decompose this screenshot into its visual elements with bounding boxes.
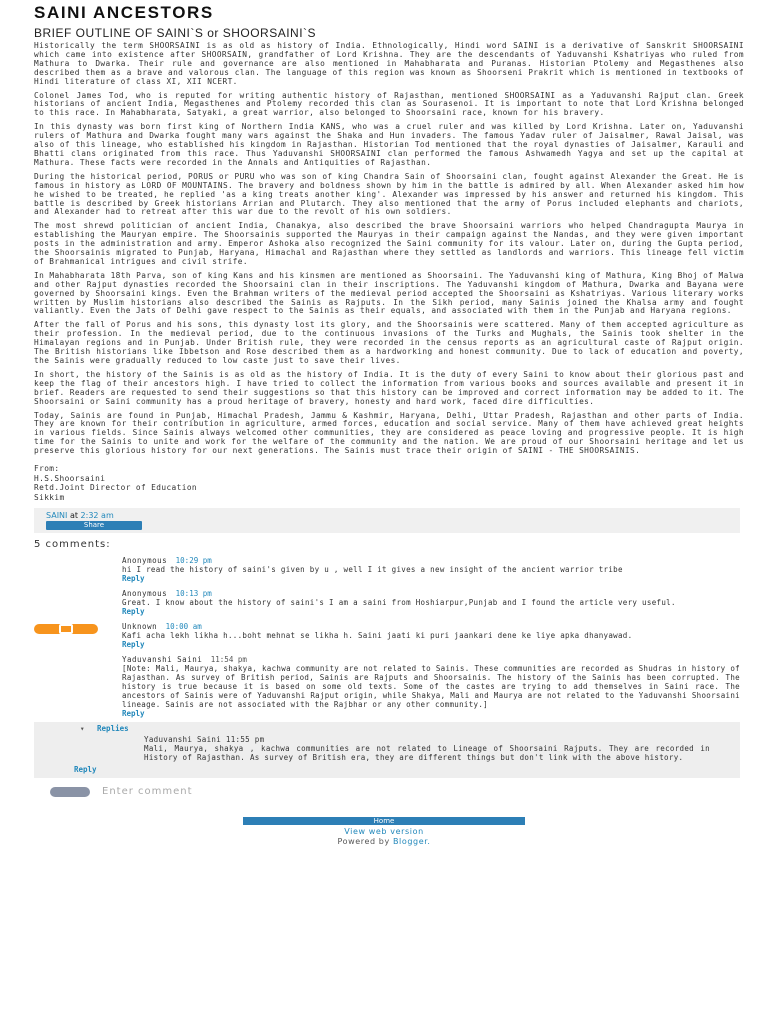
post-signature [34,464,744,502]
comment-timestamp-link[interactable]: 10:13 pm [175,589,212,599]
enter-comment-placeholder[interactable]: Enter comment [102,786,193,798]
author-title: Retd.Joint Director of Education [34,483,198,493]
replies-toggle[interactable]: Replies [97,724,129,734]
user-avatar-icon [50,787,90,797]
post-body [34,42,744,502]
post-paragraph: In this dynasty was born first king of Northern India KANS, who was a cruel ruler and was killed by Lord Krishna. Later on, Yaduvanshi rulers of Mathura and Dwarka fought many wars against the Shaka and Hun invaders. The famous Yadav ruler of Jaisalmer, Rawal Jaisal, was also of this lineage, who established his kingdom in Rajasthan. Historian Tod mentioned that the royal dynasties of Jaisalmer, Karauli and Bhatti clans originated from this race. Thus Yaduvanshi SHOORSAINI clan performed the famous Ashwamedh Yagya and set up the capital at Mathura. These facts were recorded in the Annals and Antiquities of Rajasthan. [34,122,744,167]
comment-text: hi I read the history of saini's given by u , well I it gives a new insight of the ancient warrior tribe [122,565,623,575]
comment-author: Yaduvanshi Saini [122,655,203,665]
comment-text: Great. I know about the history of saini's I am a saini from Hoshiarpur,Punjab and I found the article very useful. [122,598,676,608]
share-button[interactable]: Share [46,521,142,530]
post-at-label: at [69,511,78,521]
comment-timestamp[interactable]: 11:54 pm [210,655,247,665]
reply-timestamp[interactable]: 11:55 pm [225,735,265,745]
blog-title[interactable]: SAINI ANCESTORS [34,3,214,22]
view-web-version-link[interactable]: View web version [344,827,424,837]
post-footer [34,508,740,533]
comments-count: 5 comments: [34,539,111,551]
comment-timestamp-link[interactable]: 10:00 am [165,622,202,632]
post-paragraph: In short, the history of the Sainis is as old as the history of India. It is the duty of every Saini to know about their glorious past and keep the flag of their ancestors high. I have tried to collect the information from various books and sources available and present it in brief. Readers are requested to send their suggestions so that this history can be improved and correct information may be added to it. The Shoorsaini or Saini community has a proud heritage of bravery, honesty and hard work, faced dire difficulties. [34,369,744,406]
comment-text: [Note: Mali, Maurya, shakya, kachwa community are not related to Sainis. These communities are recorded as Shudras in history of Rajasthan. As survey of British period, Sainis are Rajputs and Shoorsainis. The history of the Sainis has been corrupted. The history is true because it is based on some old texts. Some of the castes are trying to add themselves in Saini race. The ancestors of Sainis were of Yaduvanshi Rajput origin, while Shakya, Mali and Maurya are not related to the Yaduvanshi Shoorsaini lineage. Sainis are not associated with the Rajbhar or any other community.] [122,664,740,710]
post-paragraph: The most shrewd politician of ancient India, Chanakya, also described the brave Shoorsaini warriors who helped Chandragupta Maurya in establishing the Mauryan empire. The Shoorsainis supported the Mauryas in their campaign against the Nandas, and they were given important posts in the administration and army. Emperor Ashoka also recognized the Saini community for its valour. Later on, during the Gupta period, the Shoorsainis migrated to Punjab, Haryana, Himachal and Rajasthan where they settled as landlords and warriors. This lineage fell victim of Brahmanical intrigues and civil strife. [34,221,744,266]
nested-reply [144,735,710,762]
comment-item [122,622,740,649]
comment-text: Kafi acha lekh likha h...boht mehnat se likha h. Saini jaati ki puri jaankari dene ke liye apka dhanyawad. [122,631,633,641]
blogger-avatar-icon [34,624,98,634]
post-paragraph: After the fall of Porus and his sons, this dynasty lost its glory, and the Shoorsainis were scattered. Many of them accepted agriculture as their profession. In the medieval period, due to the continuous invasions of the Turks and Mughals, the Sainis took shelter in the Himalayan regions and in Punjab. Under British rule, they were recorded in the census reports as an agricultural caste of Rajput origin. The British historians like Ibbetson and Rose described them as a hardworking and honest community. Due to lack of education and poverty, the Sainis were gradually reduced to low caste just to save their lives. [34,320,744,365]
comment-author: Unknown [122,622,158,632]
comment-author: Anonymous [122,589,168,599]
post-paragraph: During the historical period, PORUS or PURU who was son of king Chandra Sain of Shoorsaini clan, fought against Alexander the Great. He is famous in history as LORD OF MOUNTAINS. The bravery and boldness shown by him in the battle is admired by all. When Alexander asked him how he wished to be treated, he replied 'as a king treats another king'. Alexander was impressed by his answer and returned his kingdom. This battle is described by Greek historians Arrian and Plutarch. They also mentioned that the army of Porus included elephants and chariots, and Alexander had to retreat after this war due to the revolt of his own soldiers. [34,171,744,217]
post-author-link[interactable]: SAINI [46,511,68,521]
post-paragraph: In Mahabharata 18th Parva, son of king Kans and his kinsmen are mentioned as Shoorsaini. The Yaduvanshi king of Mathura, King Bhoj of Malwa and other Rajput dynasties recorded the Shoorsaini clan in their inscriptions. The Yaduvanshi kingdom of Mathura, Dwarka and Bayana were governed by Shoorsaini kings. Even the Brahman writers of the medieval period accepted the Shoorsaini as Kshatriyas. Various literary works written by Muslim historians also described the Sainis as Rajputs. In the Sikh period, many Sainis joined the Khalsa army and fought valiantly. Even the Jats of Delhi gave respect to the Sainis as their equals, and associated with them in the Punjab and Haryana regions. [34,270,744,316]
blogger-link[interactable]: Blogger. [392,837,431,847]
reply-author: Yaduvanshi Saini [144,735,222,745]
comment-item [122,655,740,718]
collapse-arrow-icon[interactable]: ▾ [80,724,85,734]
page [14,4,754,846]
post-paragraph: Historically the term SHOORSAINI is as old as history of India. Ethnologically, Hindi word SAINI is a derivative of Sanskrit SHOORSAINI which came into existence after SHOORSAIN, grandfather of Lord Krishna. They are the descendants of Yaduvanshi Kshatriyas who ruled from Mathura to Dwarka. Their rule and governance are also mentioned in Mahabharata and Puranas. Historian Ptolemy and Megasthenes also described them as a brave and valorous clan. The language of this region was known as Shoorseni Prakrit which is mentioned in textbooks of Hindi literature of class XI, XII NCERT. [34,41,744,86]
powered-by [14,837,754,846]
comment-reply-link[interactable]: Reply [122,640,145,650]
author-place: Sikkim [34,492,65,502]
post-paragraph: Today, Sainis are found in Punjab, Himachal Pradesh, Jammu & Kashmir, Haryana, Delhi, Uttar Pradesh, Rajasthan and other parts of India. They are known for their contribution in agriculture, armed forces, education and social service. Many of them have achieved great heights in various fields. Since Sainis always welcomed other communities, they are considered as peace loving and progressive people. It is high time for the Sainis to unite and work for the welfare of the community and the nation. We are proud of our Shoorsaini heritage and let us preserve this glorious history for our next generations. The Sainis must trace their origin of SAINI - THE SHOORSAINIS. [34,410,744,456]
from-label: From: [34,464,60,474]
comment-item [122,589,740,616]
post-title: BRIEF OUTLINE OF SAINI`S or SHOORSAINI`S [34,26,317,40]
post-timestamp-link[interactable]: 2:32 am [80,511,114,521]
thread-reply-link[interactable]: Reply [74,765,97,775]
comment-composer[interactable] [50,786,754,797]
comment-timestamp-link[interactable]: 10:29 pm [175,556,212,566]
comment-author: Anonymous [122,556,168,566]
comment-reply-link[interactable]: Reply [122,607,145,617]
powered-by-prefix: Powered by [337,837,390,847]
comment-item [122,556,740,583]
comment-reply-link[interactable]: Reply [122,709,145,719]
reply-text: Mali, Maurya, shakya , kachwa communities are not related to Lineage of Shoorsaini Rajputs. They are recorded in History of Rajasthan. As survey of British era, they are different things but don't link with the above history. [144,744,710,763]
home-button[interactable]: Home [243,817,525,825]
comment-reply-link[interactable]: Reply [122,574,145,584]
replies-thread [34,722,740,778]
post-paragraph: Colonel James Tod, who is reputed for writing authentic history of Rajasthan, mentioned SHOORSAINI as a Yaduvanshi Rajput clan. Greek historians of ancient India, Megasthenes and Ptolemy recorded this clan as Sourasenoi. It is important to note that Lord Krishna belonged to this race. In Mahabharata, Satyaki, a great warrior, also belonged to Shoorsaini race, known for his bravery. [34,90,744,118]
author-name: H.S.Shoorsaini [34,473,106,483]
